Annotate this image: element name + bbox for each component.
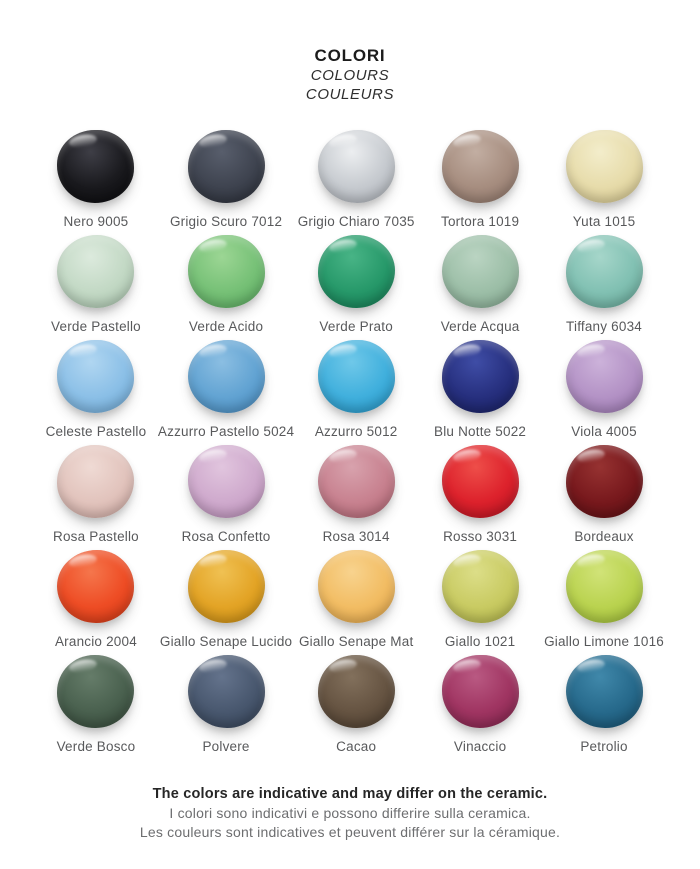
color-swatch-tiffany-6034	[566, 235, 643, 308]
disclaimer-fr: Les couleurs sont indicatives et peuvent différer sur la céramique.	[139, 824, 561, 840]
color-swatch-celeste-pastello	[57, 340, 134, 413]
color-swatch-yuta-1015	[566, 130, 643, 203]
color-label-rosa-3014: Rosa 3014	[322, 529, 390, 544]
color-cell-nero-9005	[34, 128, 158, 233]
color-label-blu-notte-5022: Blu Notte 5022	[434, 424, 527, 439]
color-label-grigio-chiaro-7035: Grigio Chiaro 7035	[297, 214, 415, 229]
color-label-petrolio: Petrolio	[580, 739, 628, 754]
color-cell-verde-prato	[294, 233, 418, 338]
color-label-verde-acido: Verde Acido	[188, 319, 264, 334]
color-cell-rosa-3014	[294, 443, 418, 548]
color-label-verde-acqua: Verde Acqua	[440, 319, 520, 334]
color-label-verde-bosco: Verde Bosco	[56, 739, 136, 754]
color-label-verde-pastello: Verde Pastello	[51, 319, 141, 334]
color-swatch-grigio-scuro-7012	[188, 130, 265, 203]
color-label-verde-prato: Verde Prato	[319, 319, 393, 334]
color-swatch-petrolio	[566, 655, 643, 728]
color-cell-vinaccio	[418, 653, 542, 758]
color-cell-rosa-pastello	[34, 443, 158, 548]
page-title: COLORI	[314, 46, 386, 65]
color-cell-azzurro-5012	[294, 338, 418, 443]
color-swatch-bordeaux	[566, 445, 643, 518]
color-cell-cacao	[294, 653, 418, 758]
color-swatch-giallo-senape-lucido	[188, 550, 265, 623]
color-label-vinaccio: Vinaccio	[453, 739, 507, 754]
color-label-bordeaux: Bordeaux	[574, 529, 634, 544]
color-swatch-giallo-senape-mat	[318, 550, 395, 623]
color-cell-giallo-limone-1016	[542, 548, 666, 653]
page-subtitle-en: COLOURS	[310, 67, 390, 84]
color-cell-verde-acido	[158, 233, 294, 338]
color-swatch-azzurro-5012	[318, 340, 395, 413]
color-grid	[34, 128, 666, 758]
color-label-giallo-senape-mat: Giallo Senape Mat	[298, 634, 414, 649]
color-swatch-verde-acido	[188, 235, 265, 308]
color-label-azzurro-5012: Azzurro 5012	[314, 424, 398, 439]
color-label-yuta-1015: Yuta 1015	[572, 214, 636, 229]
color-cell-azzurro-pastello-5024	[158, 338, 294, 443]
color-label-celeste-pastello: Celeste Pastello	[45, 424, 147, 439]
color-label-tiffany-6034: Tiffany 6034	[566, 319, 642, 334]
color-swatch-grigio-chiaro-7035	[318, 130, 395, 203]
color-cell-yuta-1015	[542, 128, 666, 233]
color-cell-giallo-senape-mat	[294, 548, 418, 653]
color-swatch-viola-4005	[566, 340, 643, 413]
color-cell-grigio-scuro-7012	[158, 128, 294, 233]
disclaimer-it: I colori sono indicativi e possono differire sulla ceramica.	[169, 805, 531, 821]
color-label-giallo-limone-1016: Giallo Limone 1016	[544, 634, 664, 649]
color-swatch-rosa-confetto	[188, 445, 265, 518]
color-cell-petrolio	[542, 653, 666, 758]
color-label-rosso-3031: Rosso 3031	[443, 529, 518, 544]
color-swatch-rosso-3031	[442, 445, 519, 518]
color-label-tortora-1019: Tortora 1019	[441, 214, 520, 229]
color-label-giallo-senape-lucido: Giallo Senape Lucido	[159, 634, 293, 649]
color-cell-rosso-3031	[418, 443, 542, 548]
color-swatch-vinaccio	[442, 655, 519, 728]
color-swatch-giallo-limone-1016	[566, 550, 643, 623]
disclaimer-en: The colors are indicative and may differ on the ceramic.	[152, 786, 548, 802]
color-label-rosa-pastello: Rosa Pastello	[53, 529, 139, 544]
color-cell-giallo-1021	[418, 548, 542, 653]
color-label-giallo-1021: Giallo 1021	[444, 634, 516, 649]
color-cell-grigio-chiaro-7035	[294, 128, 418, 233]
color-cell-verde-acqua	[418, 233, 542, 338]
color-label-arancio-2004: Arancio 2004	[54, 634, 137, 649]
color-swatch-verde-pastello	[57, 235, 134, 308]
color-cell-tiffany-6034	[542, 233, 666, 338]
color-swatch-verde-acqua	[442, 235, 519, 308]
color-cell-tortora-1019	[418, 128, 542, 233]
color-swatch-cacao	[318, 655, 395, 728]
page-subtitle-fr: COULEURS	[305, 86, 395, 103]
color-label-azzurro-pastello-5024: Azzurro Pastello 5024	[157, 424, 295, 439]
color-swatch-rosa-pastello	[57, 445, 134, 518]
color-swatch-arancio-2004	[57, 550, 134, 623]
disclaimer-footer	[0, 784, 700, 842]
color-label-nero-9005: Nero 9005	[63, 214, 129, 229]
color-label-polvere: Polvere	[202, 739, 250, 754]
color-cell-blu-notte-5022	[418, 338, 542, 443]
color-label-viola-4005: Viola 4005	[571, 424, 637, 439]
color-cell-polvere	[158, 653, 294, 758]
color-swatch-giallo-1021	[442, 550, 519, 623]
page-header	[0, 0, 700, 104]
color-swatch-polvere	[188, 655, 265, 728]
color-cell-bordeaux	[542, 443, 666, 548]
color-swatch-tortora-1019	[442, 130, 519, 203]
color-label-grigio-scuro-7012: Grigio Scuro 7012	[169, 214, 283, 229]
color-swatch-nero-9005	[57, 130, 134, 203]
color-cell-rosa-confetto	[158, 443, 294, 548]
color-label-rosa-confetto: Rosa Confetto	[181, 529, 271, 544]
color-cell-verde-bosco	[34, 653, 158, 758]
color-label-cacao: Cacao	[336, 739, 377, 754]
color-cell-verde-pastello	[34, 233, 158, 338]
color-swatch-azzurro-pastello-5024	[188, 340, 265, 413]
color-cell-giallo-senape-lucido	[158, 548, 294, 653]
color-cell-celeste-pastello	[34, 338, 158, 443]
color-swatch-blu-notte-5022	[442, 340, 519, 413]
color-cell-viola-4005	[542, 338, 666, 443]
color-swatch-verde-prato	[318, 235, 395, 308]
color-swatch-verde-bosco	[57, 655, 134, 728]
color-cell-arancio-2004	[34, 548, 158, 653]
color-swatch-rosa-3014	[318, 445, 395, 518]
